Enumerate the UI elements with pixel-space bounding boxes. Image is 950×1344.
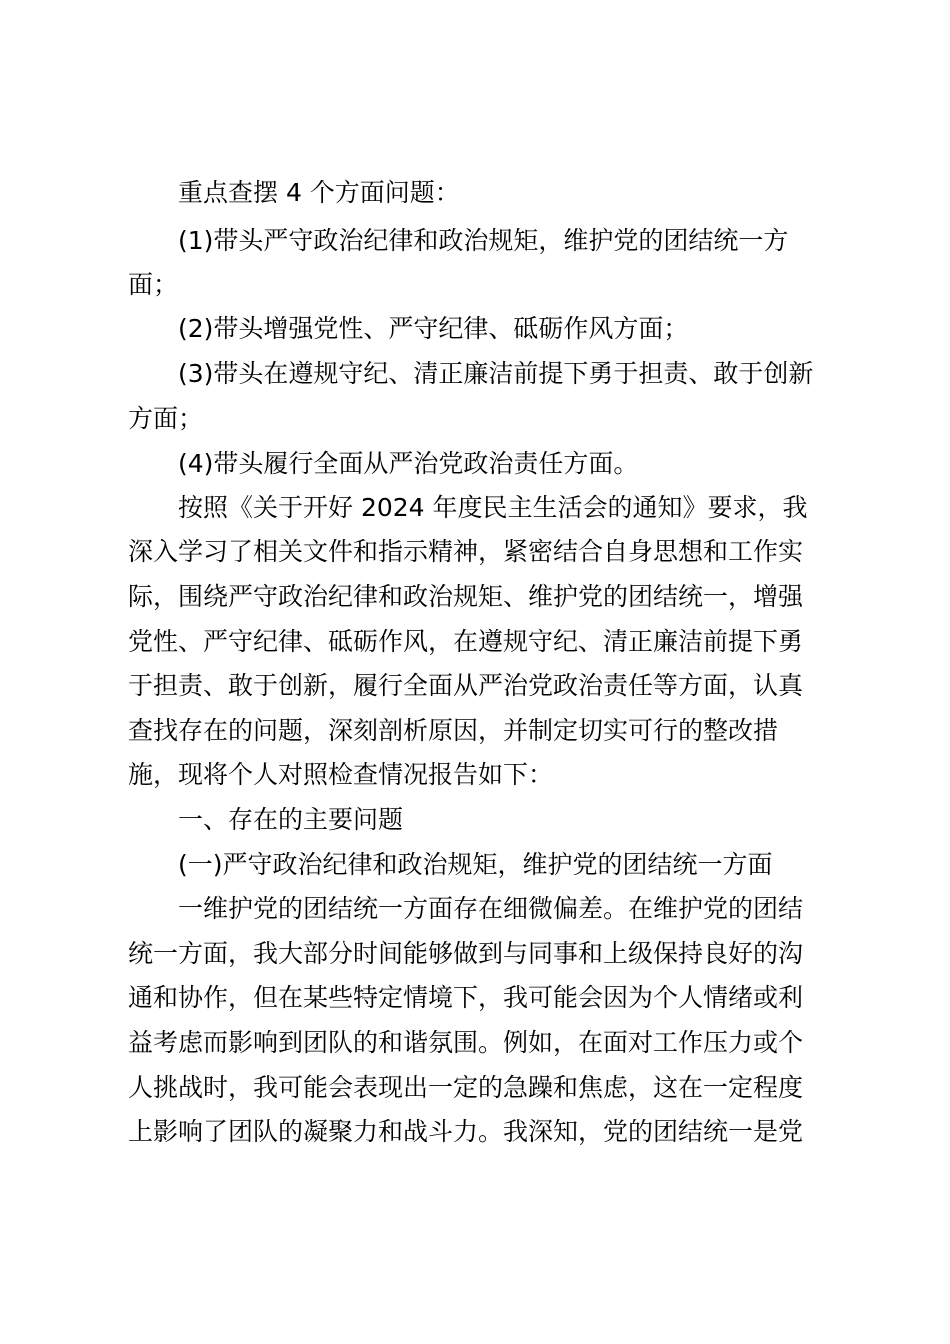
text-line: 党性、严守纪律、砥砺作风，在遵规守纪、清正廉洁前提下勇 xyxy=(128,627,804,656)
text-line: (2)带头增强党性、严守纪律、砥砺作风方面； xyxy=(178,314,689,343)
text-line: 重点查摆 4 个方面问题： xyxy=(178,178,460,207)
section-heading: 一、存在的主要问题 xyxy=(178,805,404,834)
text-line: 方面； xyxy=(128,404,204,433)
text-line: 深入学习了相关文件和指示精神，紧密结合自身思想和工作实 xyxy=(128,537,804,566)
text-line: 面； xyxy=(128,270,179,299)
subsection-heading: (一)严守政治纪律和政治规矩，维护党的团结统一方面 xyxy=(178,850,773,879)
text-line: (3)带头在遵规守纪、清正廉洁前提下勇于担责、敢于创新 xyxy=(178,359,814,388)
text-line: 统一方面，我大部分时间能够做到与同事和上级保持良好的沟 xyxy=(128,939,804,968)
text-line: (4)带头履行全面从严治党政治责任方面。 xyxy=(178,449,639,478)
text-line: 人挑战时，我可能会表现出一定的急躁和焦虑，这在一定程度 xyxy=(128,1073,804,1102)
text-line: 按照《关于开好 2024 年度民主生活会的通知》要求，我 xyxy=(178,493,808,522)
text-line: 通和协作，但在某些特定情境下，我可能会因为个人情绪或利 xyxy=(128,983,804,1012)
text-line: 施，现将个人对照检查情况报告如下： xyxy=(128,760,554,789)
text-line: 际，围绕严守政治纪律和政治规矩、维护党的团结统一，增强 xyxy=(128,582,804,611)
text-line: 益考虑而影响到团队的和谐氛围。例如，在面对工作压力或个 xyxy=(128,1028,804,1057)
text-line: 查找存在的问题，深刻剖析原因，并制定切实可行的整改措 xyxy=(128,716,779,745)
text-line: 一维护党的团结统一方面存在细微偏差。在维护党的团结 xyxy=(178,894,804,923)
text-line: (1)带头严守政治纪律和政治规矩，维护党的团结统一方 xyxy=(178,226,789,255)
text-line: 上影响了团队的凝聚力和战斗力。我深知，党的团结统一是党 xyxy=(128,1117,804,1146)
text-line: 于担责、敢于创新，履行全面从严治党政治责任等方面，认真 xyxy=(128,671,804,700)
